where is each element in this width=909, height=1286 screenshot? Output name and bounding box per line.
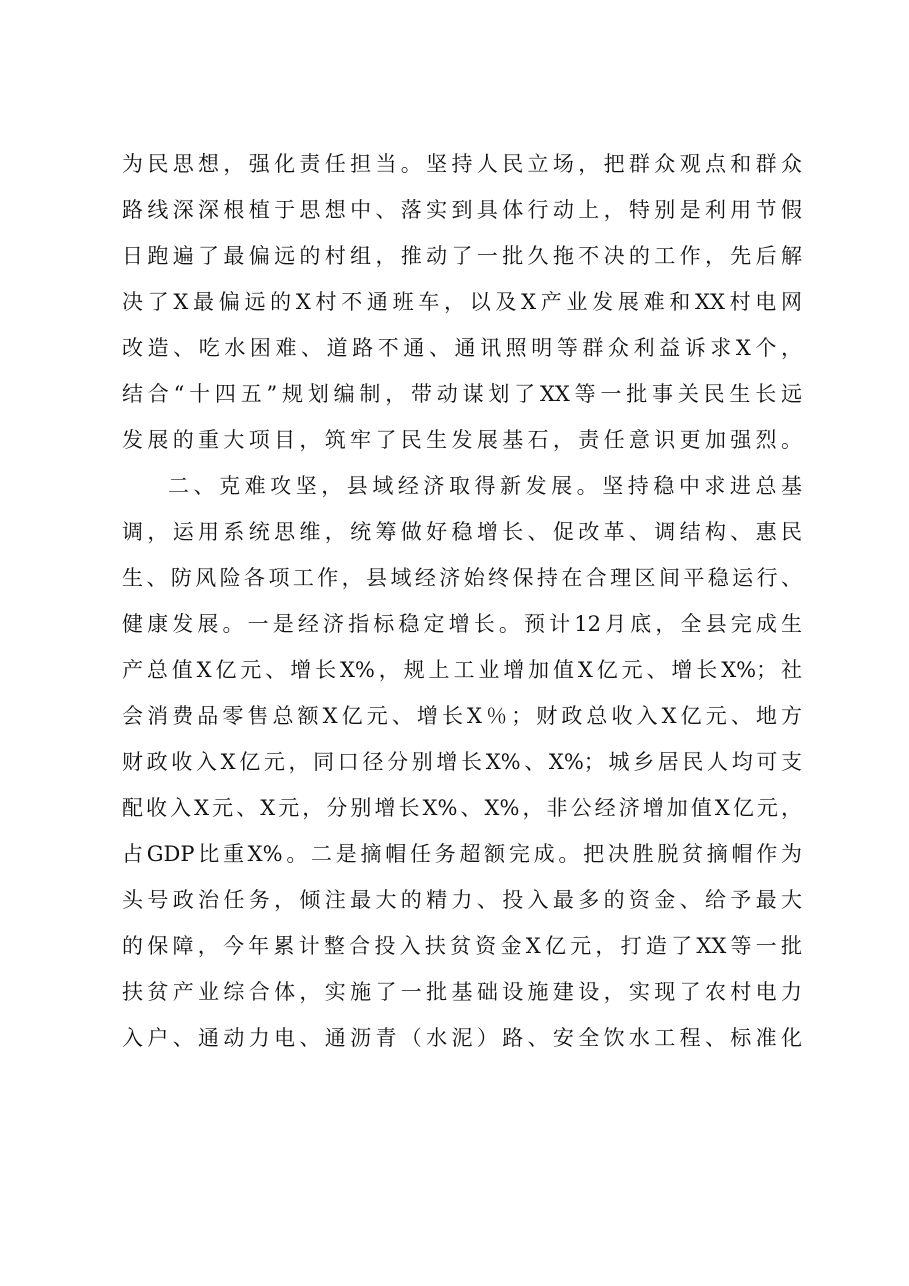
text-line: 会消费品零售总额X亿元、增长X％；财政总收入X亿元、地方 [122,704,802,728]
text-line: 生、防风险各项工作，县域经济始终保持在合理区间平稳运行、 [122,566,802,590]
text-line: 结合“十四五”规划编制，带动谋划了XX等一批事关民生长远 [122,382,802,406]
text-line: 入户、通动力电、通沥青（水泥）路、安全饮水工程、标准化 [122,1026,802,1050]
text-line: 发展的重大项目，筑牢了民生发展基石，责任意识更加强烈。 [122,428,802,452]
paragraph-county-economy [122,463,802,1061]
text-line: 扶贫产业综合体，实施了一批基础设施建设，实现了农村电力 [122,980,802,1004]
text-line: 健康发展。一是经济指标稳定增长。预计12月底，全县完成生 [122,612,802,636]
text-line: 的保障，今年累计整合投入扶贫资金X亿元，打造了XX等一批 [122,934,802,958]
text-line: 财政收入X亿元，同口径分别增长X%、X%；城乡居民人均可支 [122,750,802,774]
text-line: 占GDP比重X%。二是摘帽任务超额完成。把决胜脱贫摘帽作为 [122,842,802,866]
paragraph-responsibility [122,141,802,463]
text-line: 决了X最偏远的X村不通班车，以及X产业发展难和XX村电网 [122,290,802,314]
text-line: 产总值X亿元、增长X%，规上工业增加值X亿元、增长X%；社 [122,658,802,682]
document-body [122,141,802,1061]
text-line: 日跑遍了最偏远的村组，推动了一批久拖不决的工作，先后解 [122,244,802,268]
text-line: 配收入X元、X元，分别增长X%、X%，非公经济增加值X亿元， [122,796,802,820]
text-line: 头号政治任务，倾注最大的精力、投入最多的资金、给予最大 [122,888,802,912]
section-heading-line: 二、克难攻坚，县域经济取得新发展。坚持稳中求进总基 [168,474,802,498]
text-line: 改造、吃水困难、道路不通、通讯照明等群众利益诉求X个， [122,336,802,360]
text-line: 为民思想，强化责任担当。坚持人民立场，把群众观点和群众 [122,152,802,176]
text-line: 路线深深根植于思想中、落实到具体行动上，特别是利用节假 [122,198,802,222]
text-line: 调，运用系统思维，统筹做好稳增长、促改革、调结构、惠民 [122,520,802,544]
